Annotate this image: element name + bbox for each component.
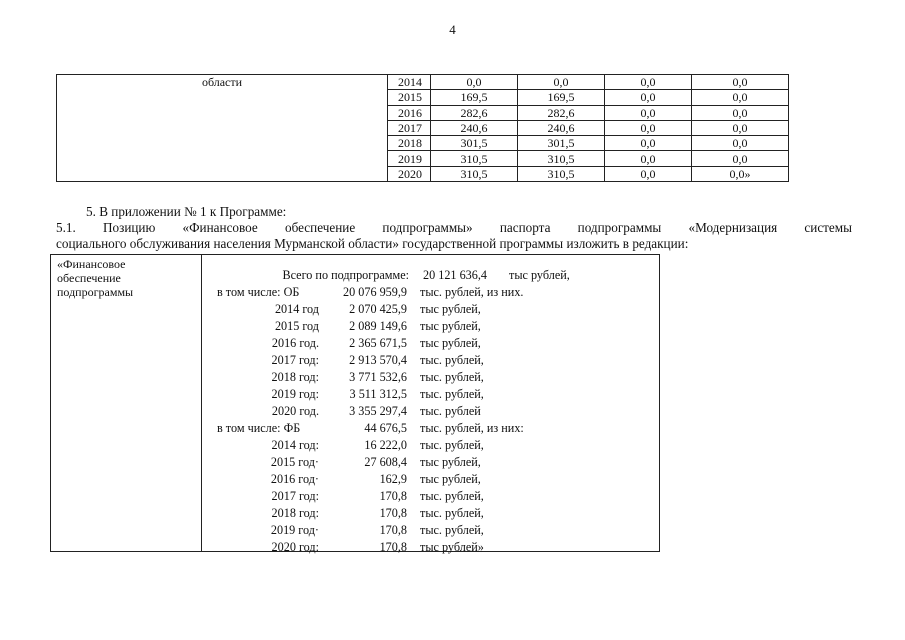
year-cell: 2016	[388, 105, 431, 120]
year-unit: тыс рублей,	[420, 455, 481, 469]
paragraph-5: 5. В приложении № 1 к Программе:	[86, 204, 287, 219]
year-label: 2016 год·	[270, 472, 319, 486]
year-label: 2018 год:	[271, 370, 319, 384]
year-value: 162,9	[379, 472, 407, 486]
year-unit: тыс. рублей,	[420, 489, 484, 503]
year-unit: тыс. рублей	[420, 404, 481, 418]
year-value: 16 222,0	[364, 438, 407, 452]
value-cell: 0,0»	[692, 166, 789, 181]
value-cell: 282,6	[431, 105, 518, 120]
year-unit: тыс. рублей,	[420, 438, 484, 452]
value-cell: 0,0	[605, 75, 692, 90]
finance-label-line: «Финансовое	[57, 257, 126, 271]
value-cell: 240,6	[431, 120, 518, 135]
year-unit: тыс рублей»	[420, 540, 484, 554]
year-label: 2017 год:	[271, 489, 319, 503]
funding-table	[56, 74, 789, 182]
year-unit: тыс рублей,	[420, 336, 481, 350]
value-cell: 310,5	[518, 166, 605, 181]
year-value: 170,8	[379, 489, 407, 503]
year-unit: тыс. рублей,	[420, 523, 484, 537]
year-label: 2019 год:	[271, 387, 319, 401]
value-cell: 0,0	[692, 75, 789, 90]
finance-label	[57, 257, 133, 299]
group-value: 44 676,5	[364, 421, 407, 435]
value-cell: 0,0	[605, 136, 692, 151]
year-label: 2014 год	[274, 302, 319, 316]
value-cell: 0,0	[692, 151, 789, 166]
year-cell: 2018	[388, 136, 431, 151]
year-unit: тыс. рублей,	[420, 370, 484, 384]
value-cell: 0,0	[692, 136, 789, 151]
value-cell: 169,5	[431, 90, 518, 105]
value-cell: 0,0	[431, 75, 518, 90]
year-value: 27 608,4	[364, 455, 407, 469]
value-cell: 0,0	[605, 120, 692, 135]
value-cell: 0,0	[692, 120, 789, 135]
value-cell: 169,5	[518, 90, 605, 105]
value-cell: 0,0	[605, 105, 692, 120]
group-label: в том числе: ФБ	[217, 421, 301, 435]
year-unit: тыс рублей,	[420, 472, 481, 486]
finance-box	[50, 254, 660, 552]
year-unit: тыс рублей,	[420, 319, 481, 333]
value-cell: 0,0	[605, 90, 692, 105]
year-value: 170,8	[379, 523, 407, 537]
year-value: 170,8	[379, 506, 407, 520]
year-unit: тыс. рублей,	[420, 353, 484, 367]
table-row	[57, 75, 789, 90]
value-cell: 310,5	[431, 151, 518, 166]
value-cell: 301,5	[431, 136, 518, 151]
year-value: 2 365 671,5	[349, 336, 407, 350]
finance-label-line: обеспечение	[57, 271, 121, 285]
region-label: области	[57, 75, 388, 182]
page-number: 4	[449, 22, 456, 37]
group-unit: тыс. рублей, из них:	[420, 421, 524, 435]
year-value: 2 070 425,9	[349, 302, 407, 316]
paragraph-5-1-line-1: 5.1. Позицию «Финансовое обеспечение подпрограммы» паспорта подпрограммы «Модернизация системы	[56, 220, 852, 235]
year-unit: тыс рублей,	[420, 302, 481, 316]
year-unit: тыс. рублей,	[420, 506, 484, 520]
year-label: 2020 год:	[271, 540, 319, 554]
total-value: 20 121 636,4	[423, 268, 487, 282]
year-label: 2016 год.	[271, 336, 319, 350]
value-cell: 0,0	[692, 90, 789, 105]
year-cell: 2019	[388, 151, 431, 166]
value-cell: 301,5	[518, 136, 605, 151]
value-cell: 0,0	[605, 151, 692, 166]
total-label: Всего по подпрограмме:	[282, 268, 409, 282]
year-cell: 2014	[388, 75, 431, 90]
year-value: 3 771 532,6	[349, 370, 407, 384]
total-unit: тыс рублей,	[509, 268, 570, 282]
group-label: в том числе: ОБ	[217, 285, 300, 299]
year-label: 2018 год:	[271, 506, 319, 520]
year-value: 2 913 570,4	[349, 353, 407, 367]
paragraph-5-1-line-2: социального обслуживания населения Мурманской области» государственной программы изложить в редакции:	[56, 236, 689, 251]
year-value: 170,8	[379, 540, 407, 554]
value-cell: 0,0	[518, 75, 605, 90]
group-value: 20 076 959,9	[343, 285, 407, 299]
year-cell: 2017	[388, 120, 431, 135]
year-value: 3 355 297,4	[349, 404, 407, 418]
year-cell: 2020	[388, 166, 431, 181]
year-label: 2019 год·	[270, 523, 319, 537]
value-cell: 240,6	[518, 120, 605, 135]
group-unit: тыс. рублей, из них.	[420, 285, 524, 299]
value-cell: 0,0	[605, 166, 692, 181]
value-cell: 310,5	[431, 166, 518, 181]
year-value: 3 511 312,5	[349, 387, 407, 401]
year-label: 2015 год·	[270, 455, 319, 469]
value-cell: 310,5	[518, 151, 605, 166]
year-label: 2014 год:	[271, 438, 319, 452]
year-unit: тыс. рублей,	[420, 387, 484, 401]
finance-label-line: подпрограммы	[57, 285, 134, 299]
value-cell: 0,0	[692, 105, 789, 120]
year-value: 2 089 149,6	[349, 319, 407, 333]
year-cell: 2015	[388, 90, 431, 105]
year-label: 2017 год:	[271, 353, 319, 367]
value-cell: 282,6	[518, 105, 605, 120]
finance-divider	[201, 255, 202, 551]
year-label: 2015 год	[274, 319, 319, 333]
year-label: 2020 год.	[271, 404, 319, 418]
